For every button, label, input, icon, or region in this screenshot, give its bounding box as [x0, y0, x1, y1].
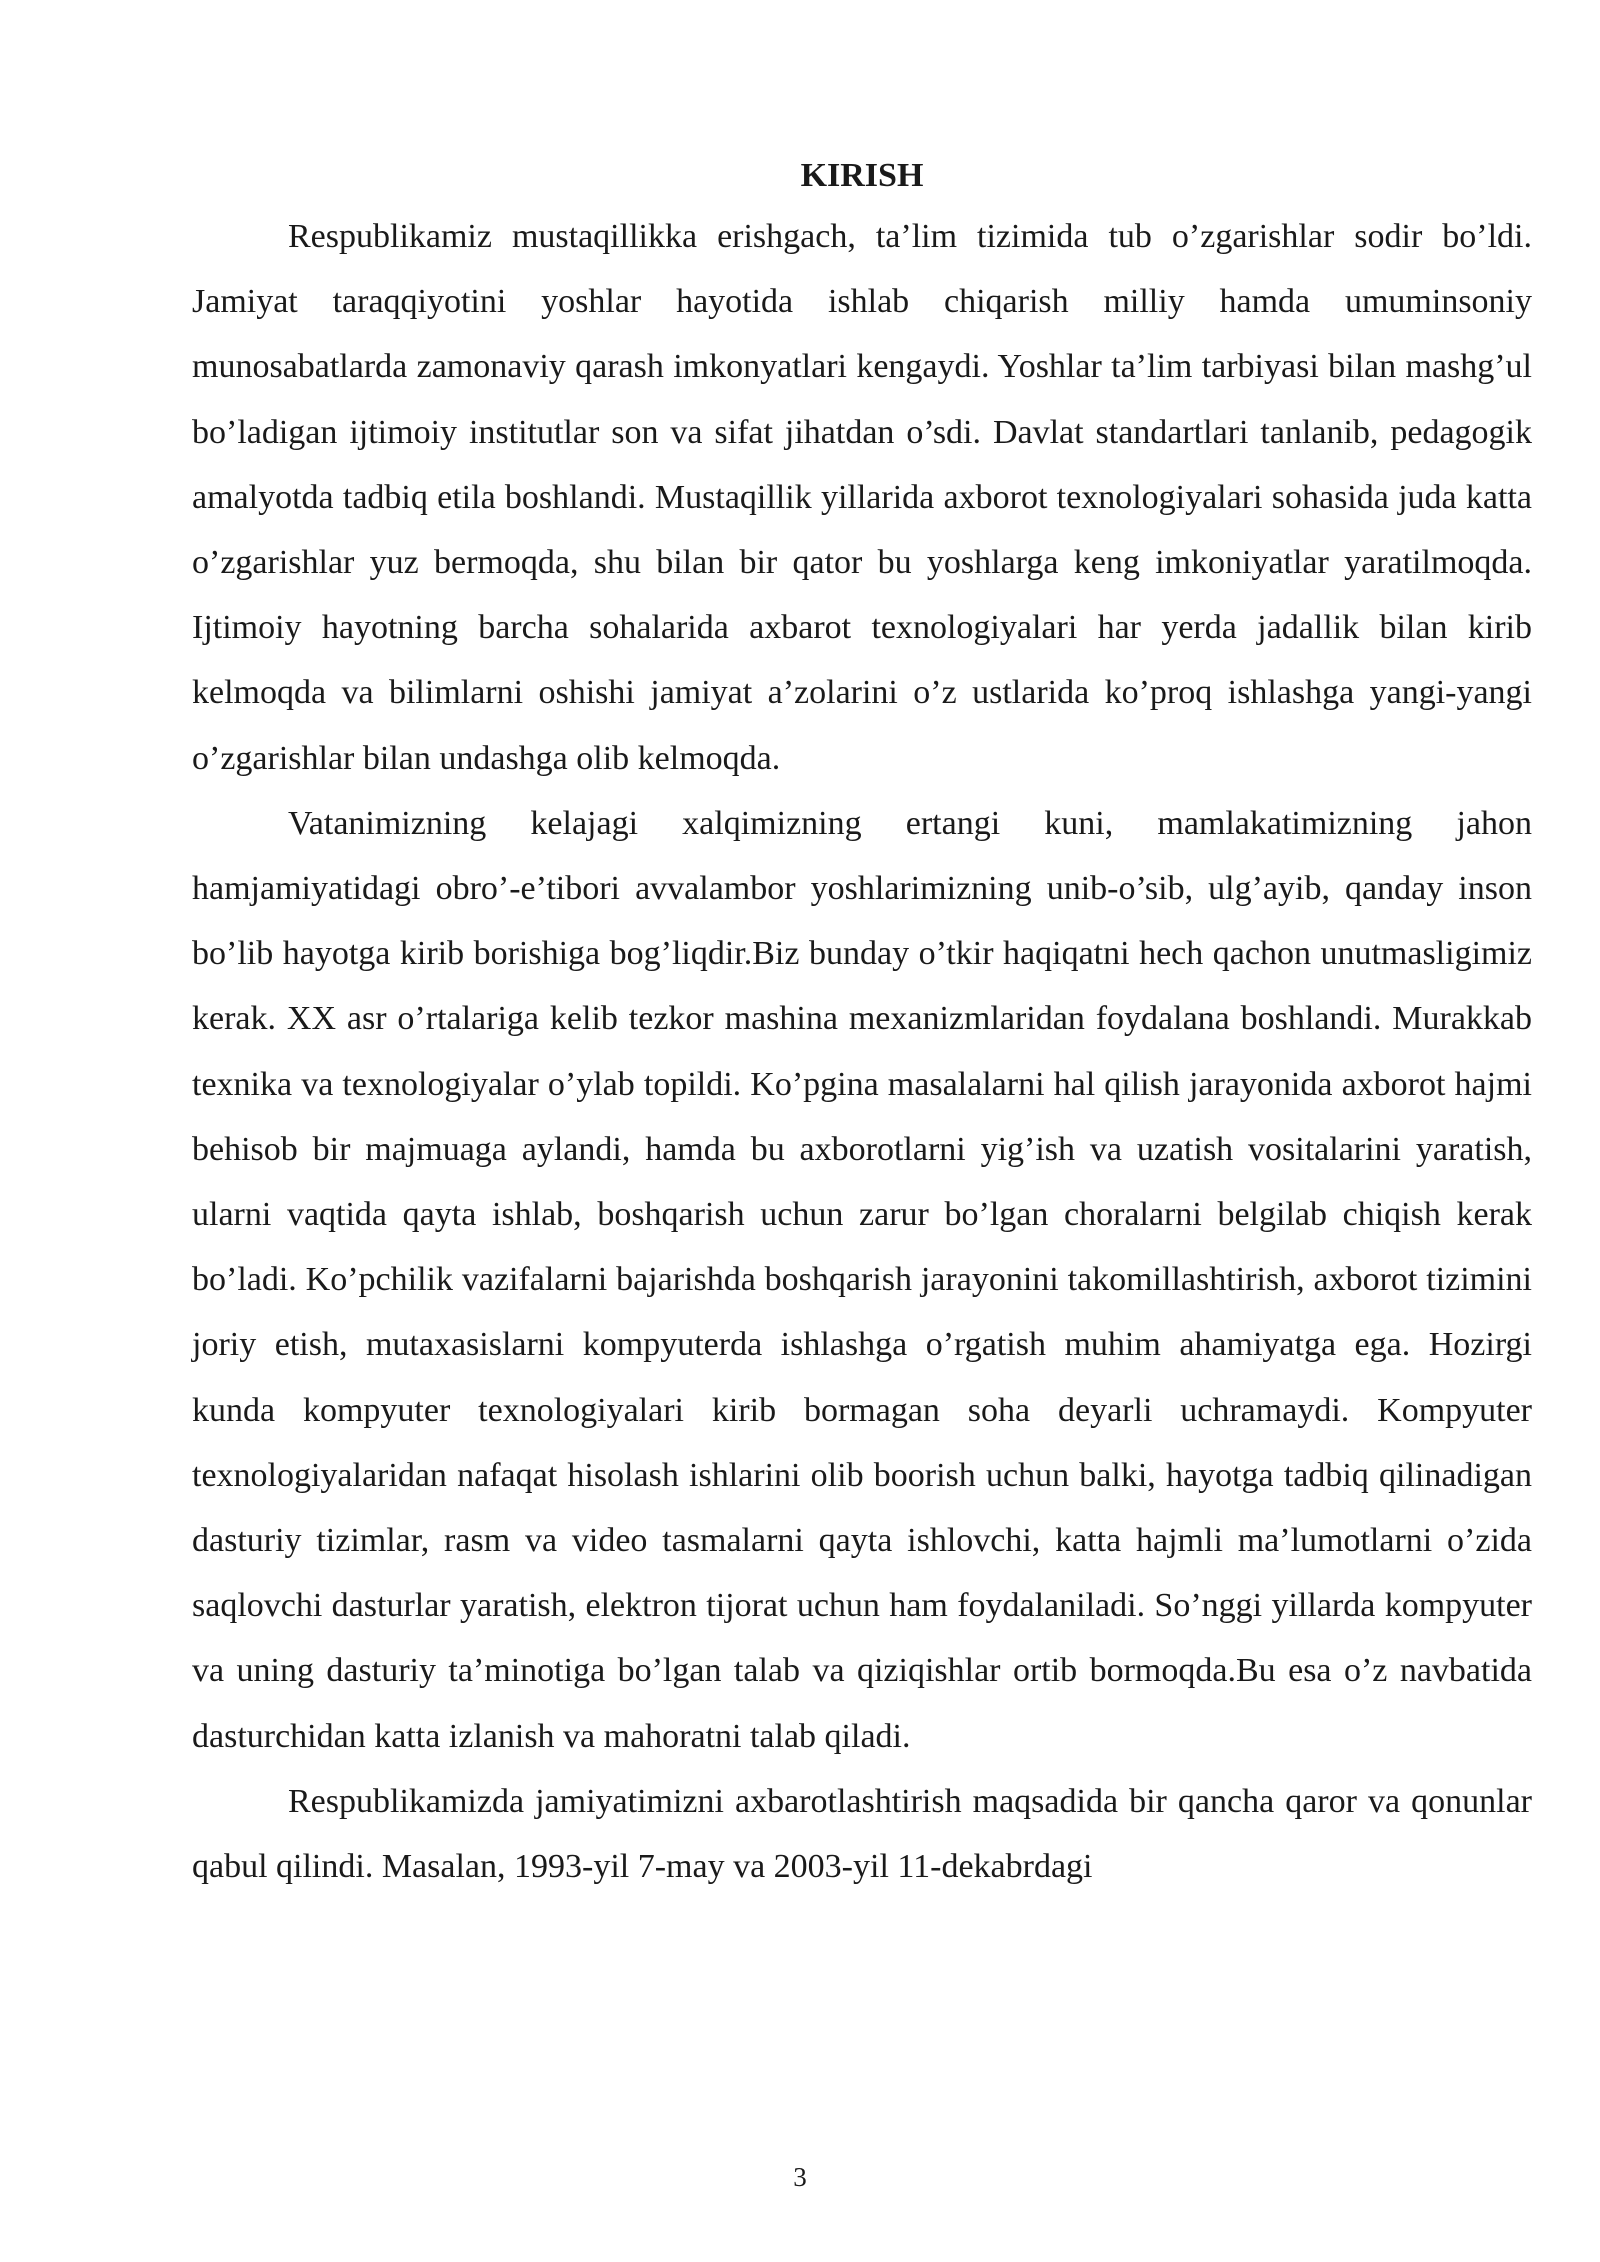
paragraph-2: Vatanimizning kelajagi xalqimizning ertangi kuni, mamlakatimizning jahon hamjamiyatidagi obro’-e’tibori avvalambor yoshlarimizning unib-o’sib, ulg’ayib, qanday inson bo’lib hayotga kirib borishiga bog’liqdir.Biz bunday o’tkir haqiqatni hech qachon unutmasligimiz kerak. XX asr o’rtalariga kelib tezkor mashina mexanizmlaridan foydalana boshlandi. Murakkab texnika va texnologiyalar o’ylab topildi. Ko’pgina masalalarni hal qilish jarayonida axborot hajmi behisob bir majmuaga aylandi, hamda bu axborotlarni yig’ish va uzatish vositalarini yaratish, ularni vaqtida qayta ishlab, boshqarish uchun zarur bo’lgan choralarni belgilab chiqish kerak bo’ladi. Ko’pchilik vazifalarni bajarishda boshqarish jarayonini takomillashtirish, axborot tizimini joriy etish, mutaxasislarni kompyuterda ishlashga o’rgatish muhim ahamiyatga ega. Hozirgi kunda kompyuter texnologiyalari kirib bormagan soha deyarli uchramaydi. Kompyuter texnologiyalaridan nafaqat hisolash ishlarini olib boorish uchun balki, hayotga tadbiq qilinadigan dasturiy tizimlar, rasm va video tasmalarni qayta ishlovchi, katta hajmli ma’lumotlarni o’zida saqlovchi dasturlar yaratish, elektron tijorat uchun ham foydalaniladi. So’nggi yillarda kompyuter va uning dasturiy ta’minotiga bo’lgan talab va qiziqishlar ortib bormoqda.Bu esa o’z navbatida dasturchidan katta izlanish va mahoratni talab qiladi. [192, 804, 1532, 1755]
section-heading: KIRISH [800, 157, 924, 194]
paragraph-1: Respublikamiz mustaqillikka erishgach, ta’lim tizimida tub o’zgarishlar sodir bo’ldi. Jamiyat taraqqiyotini yoshlar hayotida ishlab chiqarish milliy hamda umuminsoniy munosabatlarda zamonaviy qarash imkonyatlari kengaydi. Yoshlar ta’lim tarbiyasi bilan mashg’ul bo’ladigan ijtimoiy institutlar son va sifat jihatdan o’sdi. Davlat standartlari tanlanib, pedagogik amalyotda tadbiq etila boshlandi. Mustaqillik yillarida axborot texnologiyalari sohasida juda katta o’zgarishlar yuz bermoqda, shu bilan bir qator bu yoshlarga keng imkoniyatlar yaratilmoqda. Ijtimoiy hayotning barcha sohalarida axbarot texnologiyalari har yerda jadallik bilan kirib kelmoqda va bilimlarni oshishi jamiyat a’zolarini o’z ustlarida ko’proq ishlashga yangi-yangi o’zgarishlar bilan undashga olib kelmoqda. [192, 218, 1532, 777]
page-number: 3 [793, 2162, 807, 2192]
page-content [192, 148, 1532, 1899]
paragraph-3: Respublikamizda jamiyatimizni axbarotlashtirish maqsadida bir qancha qaror va qonunlar qabul qilindi. Masalan, 1993-yil 7-may va 2003-yil 11-dekabrdagi [192, 1782, 1532, 1886]
